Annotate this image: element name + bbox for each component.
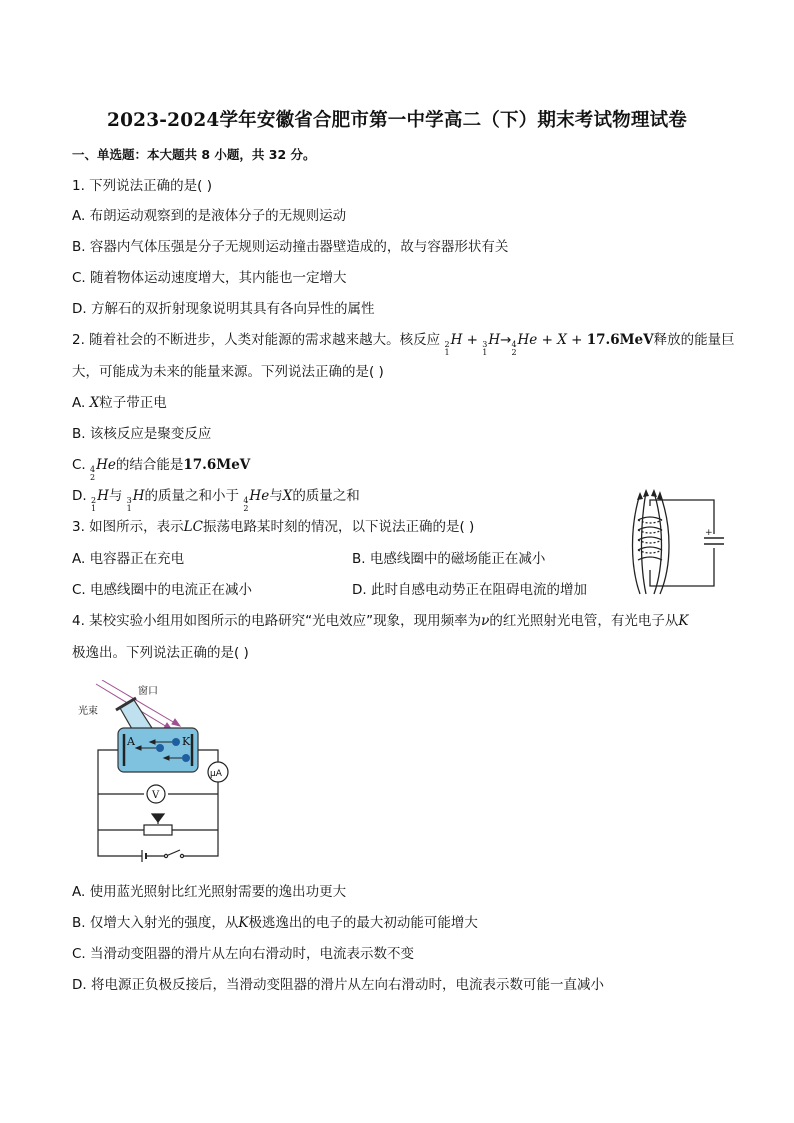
q2-stem-line1: 2. 随着社会的不断进步，人类对能源的需求越来越大。核反应 2 1 H + 3 1 H→ 4 2 He + X + 17.6MeV释放的能量巨 [72,332,735,357]
q4-option-c: C. 当滑动变阻器的滑片从左向右滑动时，电流表示数不变 [72,946,415,962]
q4-stem-line2: 极逸出。下列说法正确的是( ) [72,645,249,661]
photoelectric-circuit-figure [76,680,236,862]
q4-option-a: A. 使用蓝光照射比红光照射需要的逸出功更大 [72,884,347,900]
q3-option-c: C. 电感线圈中的电流正在减小 [72,582,253,598]
lc-circuit-figure [626,486,726,598]
page-title: 2023-2024学年安徽省合肥市第一中学高二（下）期末考试物理试卷 [107,110,687,131]
q3-option-a: A. 电容器正在充电 [72,551,185,567]
q3-option-b: B. 电感线圈中的磁场能正在减小 [352,551,546,567]
q2-option-d: D. 2 1 H与 3 1 H的质量之和小于 4 2 He与X的质量之和 [72,488,360,513]
q2-option-c: C. 4 2 He的结合能是17.6MeV [72,457,251,482]
q1-option-b: B. 容器内气体压强是分子无规则运动撞击器壁造成的，故与容器形状有关 [72,239,509,255]
q2-stem-text: 2. 随着社会的不断进步，人类对能源的需求越来越大。核反应 [72,332,445,348]
window-label: 窗口 [138,686,158,697]
q4-option-d: D. 将电源正负极反接后，当滑动变阻器的滑片从左向右滑动时，电流表示数可能一直减小 [72,977,604,993]
q4-option-b: B. 仅增大入射光的强度，从K极逃逸出的电子的最大初动能可能增大 [72,915,478,931]
q1-option-a: A. 布朗运动观察到的是液体分子的无规则运动 [72,208,347,224]
q3-option-d: D. 此时自感电动势正在阻碍电流的增加 [352,582,587,598]
q3-stem: 3. 如图所示，表示LC振荡电路某时刻的情况，以下说法正确的是( ) [72,519,475,535]
beam-label: 光束 [78,706,98,717]
anode-label: A [127,735,135,748]
q1-stem: 1. 下列说法正确的是( ) [72,178,212,194]
q1-option-c: C. 随着物体运动速度增大，其内能也一定增大 [72,270,347,286]
q4-stem-line1: 4. 某校实验小组用如图所示的电路研究“光电效应”现象，现用频率为ν的红光照射光电管，有光电子从K [72,613,689,629]
cathode-label: K [182,735,191,748]
q1-option-d: D. 方解石的双折射现象说明其具有各向异性的属性 [72,301,375,317]
voltmeter-label: V [152,790,160,801]
q2-option-b: B. 该核反应是聚变反应 [72,426,212,442]
q2-option-a: A. X粒子带正电 [72,395,167,411]
q2-stem-line2: 大，可能成为未来的能量来源。下列说法正确的是( ) [72,364,384,380]
section-heading: 一、单选题：本大题共 8 小题，共 32 分。 [72,147,316,162]
svg-text:+: + [705,528,713,538]
microammeter-label: μA [210,769,222,779]
